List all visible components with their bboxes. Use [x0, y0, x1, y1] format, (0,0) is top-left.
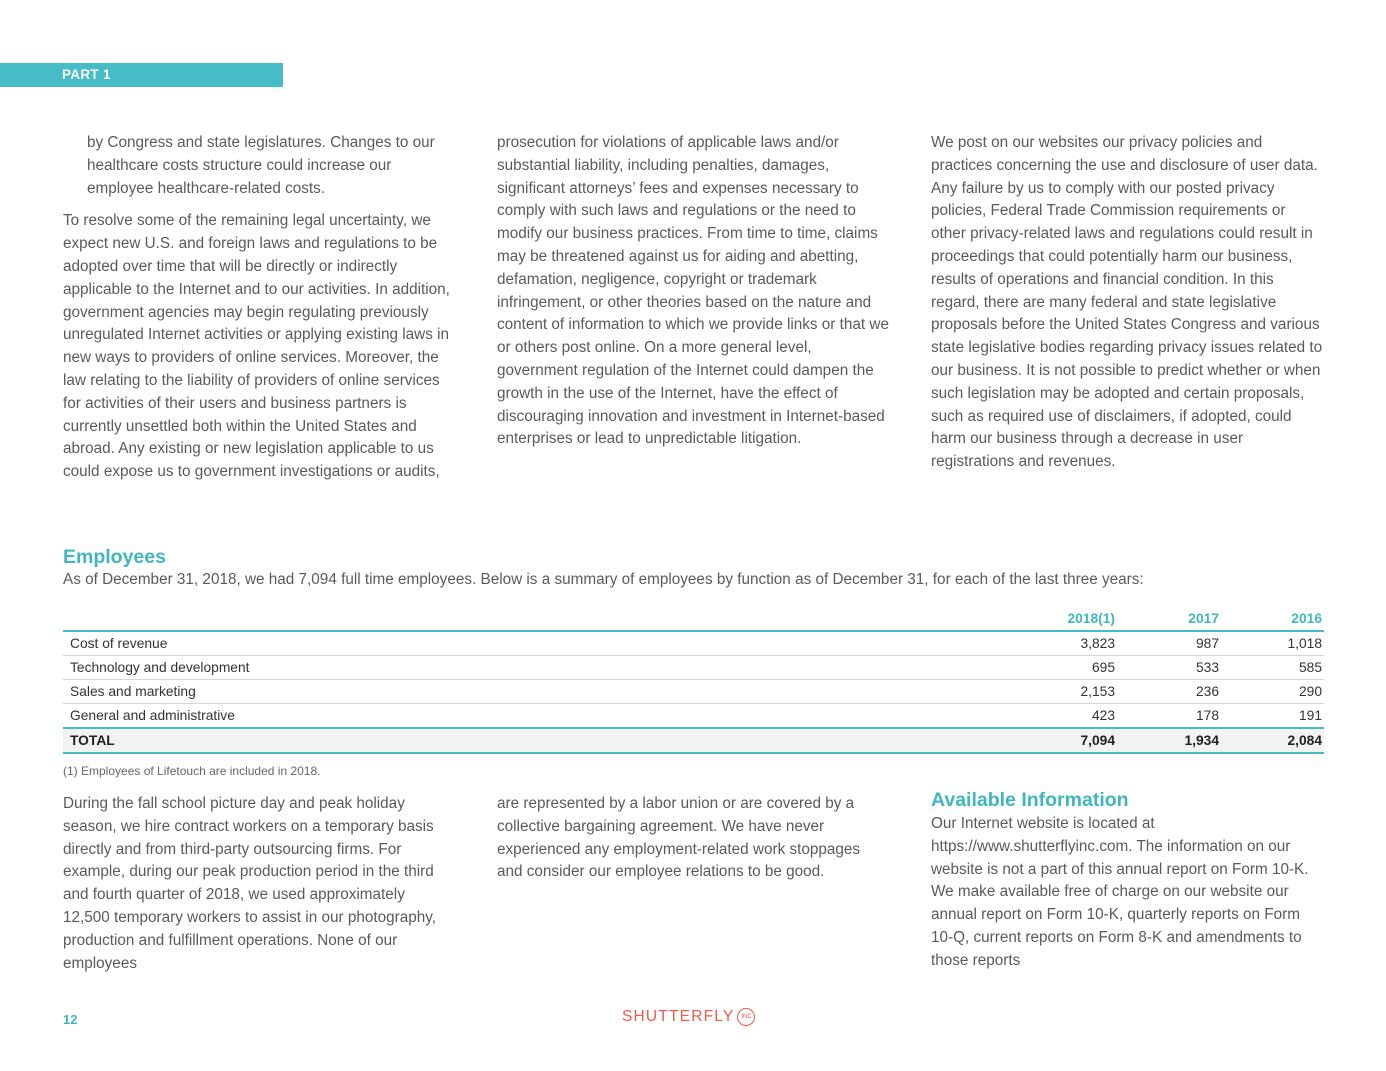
cell-value: 3,823 [1009, 631, 1117, 656]
cell-value: 290 [1221, 680, 1324, 704]
header-cell [63, 607, 1009, 631]
paragraph: Our Internet website is located at https://www.shutterflyinc.com. The information on our website is not a part of this annual report on Form 10-K. We make available free of charge on our website our annual report on Form 10-K, quarterly reports on Form 10-Q, current reports on Form 8-K and amendments to those reports [931, 815, 1309, 969]
page-number: 12 [63, 1012, 78, 1027]
total-value: 2,084 [1221, 728, 1324, 753]
logo-inc-badge: INC [737, 1008, 755, 1026]
top-column-2 [497, 132, 889, 461]
total-value: 7,094 [1009, 728, 1117, 753]
table-header-row [63, 607, 1324, 631]
part-banner [0, 63, 283, 87]
table-row [63, 656, 1324, 680]
row-label: Technology and development [63, 656, 1009, 680]
top-column-3 [931, 132, 1324, 484]
cell-value: 423 [1009, 704, 1117, 729]
cell-value: 987 [1117, 631, 1221, 656]
table-total-row [63, 728, 1324, 753]
employees-heading: Employees [63, 546, 166, 568]
bottom-column-1 [63, 793, 455, 985]
row-label: Cost of revenue [63, 631, 1009, 656]
table-row [63, 704, 1324, 729]
part-label: PART 1 [62, 67, 111, 82]
row-label: Sales and marketing [63, 680, 1009, 704]
shutterfly-logo [622, 1008, 755, 1026]
top-column-1 [63, 132, 455, 494]
logo-text: SHUTTERFLY [622, 1008, 735, 1025]
cell-value: 191 [1221, 704, 1324, 729]
paragraph: by Congress and state legislatures. Changes to our healthcare costs structure could increase our employee healthcare-related costs. [87, 134, 435, 197]
cell-value: 236 [1117, 680, 1221, 704]
paragraph: To resolve some of the remaining legal uncertainty, we expect new U.S. and foreign laws and regulations to be adopted over time that will be directly or indirectly applicable to the Internet and to our activities. In addition, government agencies may begin regulating previously unregulated Internet activities or applying existing laws in new ways to providers of online services. Moreover, the law relating to the liability of providers of online services for activities of their users and business partners is currently unsettled both within the United States and abroad. Any existing or new legislation applicable to us could expose us to government investigations or audits, [63, 212, 450, 481]
table-row [63, 631, 1324, 656]
paragraph: are represented by a labor union or are covered by a collective bargaining agreement. We have never experienced any employment-related work stoppages and consider our employee relations to be good. [497, 795, 861, 881]
table-row [63, 680, 1324, 704]
row-label: General and administrative [63, 704, 1009, 729]
available-information-heading: Available Information [931, 789, 1129, 811]
paragraph: We post on our websites our privacy policies and practices concerning the use and disclosure of user data. Any failure by us to comply with our posted privacy policies, Federal Trade Commission requirements or other privacy-related laws and regulations could result in proceedings that could potentially harm our business, results of operations and financial condition. In this regard, there are many federal and state legislative proposals before the United States Congress and various state legislative bodies regarding privacy issues related to our business. It is not possible to predict whether or when such legislation may be adopted and certain proposals, such as required use of disclaimers, if adopted, could harm our business through a decrease in user registrations and revenues. [931, 134, 1323, 471]
header-cell: 2017 [1117, 607, 1221, 631]
employees-intro: As of December 31, 2018, we had 7,094 full time employees. Below is a summary of employees by function as of December 31, for each of the last three years: [63, 571, 1144, 588]
employees-table [63, 607, 1324, 754]
cell-value: 585 [1221, 656, 1324, 680]
table-footnote: (1) Employees of Lifetouch are included in 2018. [63, 764, 321, 778]
cell-value: 2,153 [1009, 680, 1117, 704]
total-value: 1,934 [1117, 728, 1221, 753]
total-label: TOTAL [63, 728, 1009, 753]
paragraph: During the fall school picture day and peak holiday season, we hire contract workers on a temporary basis directly and from third-party outsourcing firms. For example, during our peak production period in the third and fourth quarter of 2018, we used approximately 12,500 temporary workers to assist in our photography, production and fulfillment operations. None of our employees [63, 795, 436, 972]
bottom-column-2 [497, 793, 889, 894]
cell-value: 1,018 [1221, 631, 1324, 656]
header-cell: 2018(1) [1009, 607, 1117, 631]
header-cell: 2016 [1221, 607, 1324, 631]
cell-value: 178 [1117, 704, 1221, 729]
bottom-column-3 [931, 813, 1324, 983]
cell-value: 533 [1117, 656, 1221, 680]
cell-value: 695 [1009, 656, 1117, 680]
paragraph: prosecution for violations of applicable laws and/or substantial liability, including penalties, damages, significant attorneys’ fees and expenses necessary to comply with such laws and regulations or the need to modify our business practices. From time to time, claims may be threatened against us for aiding and abetting, defamation, negligence, copyright or trademark infringement, or other theories based on the nature and content of information to which we provide links or that we or others post online. On a more general level, government regulation of the Internet could dampen the growth in the use of the Internet, have the effect of discouraging innovation and investment in Internet-based enterprises or lead to unpredictable litigation. [497, 134, 889, 448]
